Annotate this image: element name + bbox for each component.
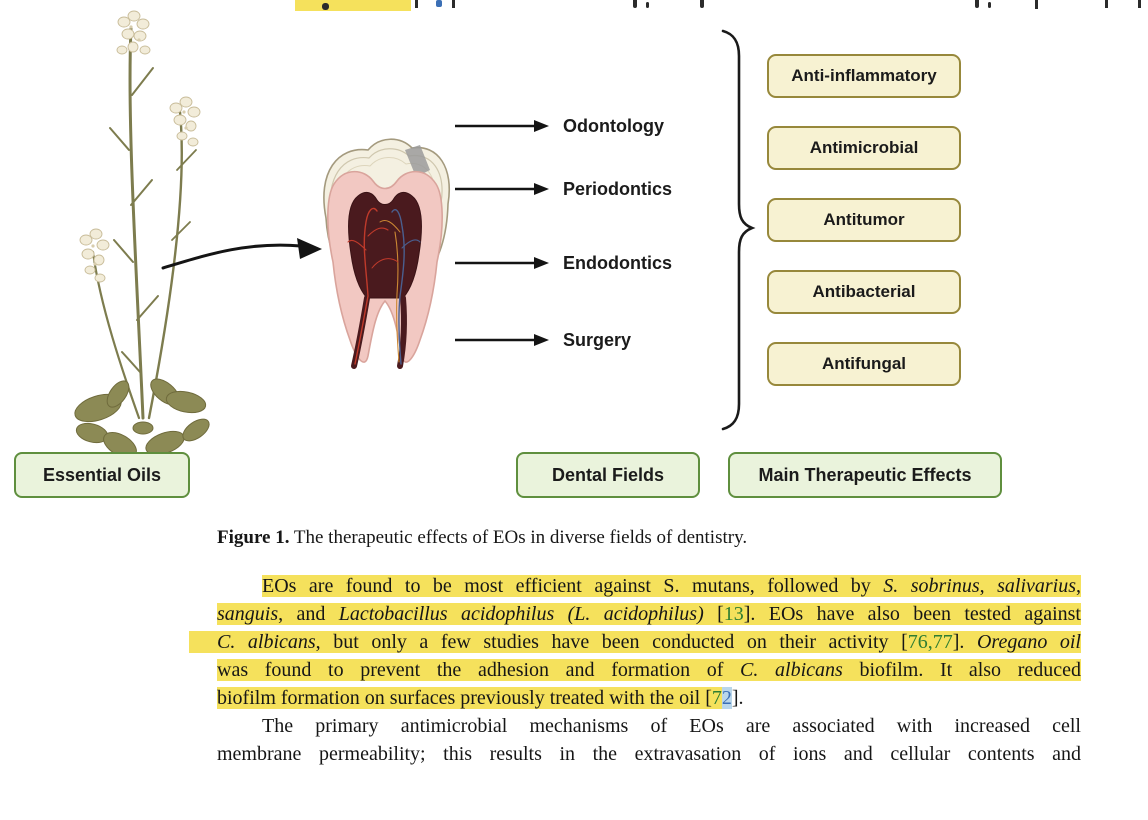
text-line bbox=[217, 740, 1081, 768]
figure-caption-label: Figure 1. bbox=[217, 527, 290, 548]
text-segment: biofilm formation on surfaces previously treated with the oil [ bbox=[217, 687, 712, 709]
text-segment: EOs are found to be most efficient against S. mutans, followed by bbox=[262, 575, 884, 597]
flower-cluster bbox=[80, 11, 200, 282]
body-paragraph-highlighted bbox=[217, 572, 1081, 712]
text-segment: was found to prevent the adhesion and formation of bbox=[217, 659, 741, 681]
label-odontology: Odontology bbox=[563, 116, 664, 136]
text-line bbox=[217, 712, 1081, 740]
text-segment: Oregano oil bbox=[976, 631, 1081, 653]
legend-main-therapeutic-effects: Main Therapeutic Effects bbox=[728, 452, 1002, 498]
effect-box-antibacterial: Antibacterial bbox=[767, 270, 961, 314]
text-segment: Lactobacillus acidophilus (L. acidophilus) bbox=[338, 603, 704, 625]
text-segment: [ bbox=[703, 603, 724, 625]
text-line bbox=[217, 572, 1081, 600]
curly-brace bbox=[723, 31, 752, 429]
arrow-periodontics bbox=[455, 183, 549, 195]
legend-essential-oils: Essential Oils bbox=[14, 452, 190, 498]
text-segment: membrane permeability; this results in the extravasation of ions and cellular contents and bbox=[217, 743, 1081, 765]
text-segment: salivarius bbox=[997, 575, 1077, 597]
citation-link[interactable]: 2 bbox=[721, 687, 732, 709]
body-paragraph bbox=[217, 712, 1081, 768]
text-segment: C. albicans bbox=[189, 631, 316, 653]
text-segment: biofilm. It also reduced bbox=[842, 659, 1081, 681]
effect-box-antitumor: Antitumor bbox=[767, 198, 961, 242]
arrow-odontology bbox=[455, 120, 549, 132]
text-line bbox=[217, 600, 1081, 628]
label-endodontics: Endodontics bbox=[563, 253, 672, 273]
figure-caption bbox=[217, 526, 1081, 550]
text-segment: , but only a few studies have been conducted on their activity [ bbox=[315, 631, 908, 653]
text-segment: C. albicans bbox=[740, 659, 843, 681]
citation-link[interactable]: 76,77 bbox=[907, 631, 953, 653]
text-line bbox=[217, 656, 1081, 684]
label-surgery: Surgery bbox=[563, 330, 632, 350]
arrow-endodontics bbox=[455, 257, 549, 269]
citation-link[interactable]: 7 bbox=[711, 687, 722, 709]
text-segment: , bbox=[979, 575, 998, 597]
text-segment: , and bbox=[278, 603, 339, 625]
effect-box-antifungal: Antifungal bbox=[767, 342, 961, 386]
legend-dental-fields: Dental Fields bbox=[516, 452, 700, 498]
curved-arrow bbox=[163, 238, 322, 268]
text-segment: ]. EOs have also been tested against bbox=[743, 603, 1081, 625]
text-line bbox=[217, 684, 1081, 712]
text-segment: sanguis bbox=[217, 603, 279, 625]
text-segment: S. sobrinus bbox=[883, 575, 980, 597]
label-periodontics: Periodontics bbox=[563, 179, 673, 199]
plant-illustration bbox=[71, 11, 212, 463]
text-line bbox=[217, 628, 1081, 656]
figure-caption-text: The therapeutic effects of EOs in diverse fields of dentistry. bbox=[289, 527, 748, 548]
text-segment: , bbox=[1076, 575, 1082, 597]
effect-box-antimicrobial: Antimicrobial bbox=[767, 126, 961, 170]
tooth-illustration bbox=[324, 139, 449, 366]
effect-box-anti-inflammatory: Anti-inflammatory bbox=[767, 54, 961, 98]
arrow-surgery bbox=[455, 334, 549, 346]
text-segment: The primary antimicrobial mechanisms of EOs are associated with increased cell bbox=[262, 715, 1081, 737]
citation-link[interactable]: 13 bbox=[723, 603, 744, 625]
text-segment: ]. bbox=[731, 687, 744, 709]
text-segment: ]. bbox=[952, 631, 977, 653]
